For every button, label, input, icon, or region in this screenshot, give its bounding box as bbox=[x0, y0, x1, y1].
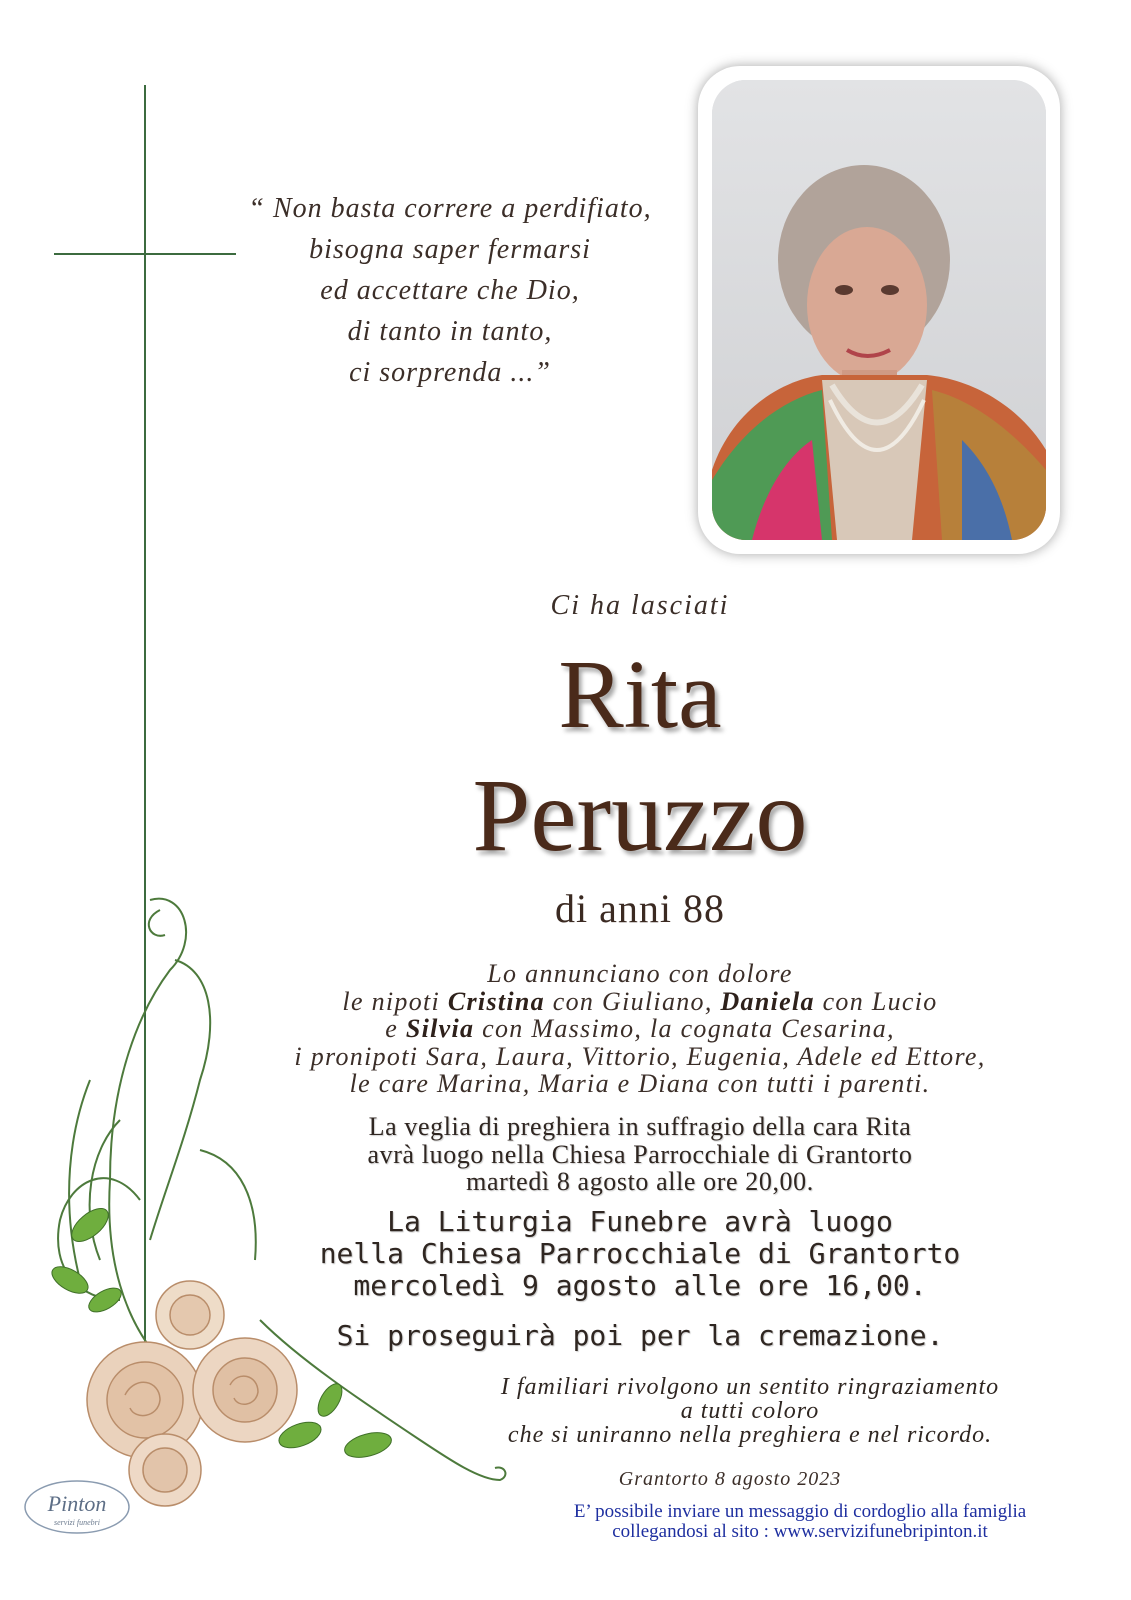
thanks-line: I familiari rivolgono un sentito ringraziamento bbox=[500, 1374, 1000, 1400]
text-run: con Lucio bbox=[814, 986, 938, 1016]
portrait-illustration bbox=[712, 80, 1046, 540]
logo-wordmark: Pinton bbox=[47, 1491, 107, 1516]
announcement-line: Lo annunciano con dolore bbox=[487, 959, 793, 988]
funeral-block bbox=[250, 1206, 1030, 1302]
name-emphasis: Daniela bbox=[720, 986, 815, 1016]
intro-text: Ci ha lasciati bbox=[550, 590, 730, 621]
pinton-logo bbox=[22, 1478, 132, 1536]
text-run: le nipoti bbox=[342, 986, 448, 1016]
vigil-line: La veglia di preghiera in suffragio della cara Rita bbox=[368, 1112, 912, 1141]
text-run: e bbox=[385, 1014, 406, 1043]
announcement-line: le care Marina, Maria e Diana con tutti i parenti. bbox=[349, 1069, 931, 1098]
quote-line: ed accettare che Dio, bbox=[320, 275, 580, 306]
cremation-text: Si proseguirà poi per la cremazione. bbox=[336, 1319, 944, 1352]
announcement-line: i pronipoti Sara, Laura, Vittorio, Eugenia, Adele ed Ettore, bbox=[294, 1041, 986, 1071]
date-place: Grantorto 8 agosto 2023 bbox=[618, 1468, 842, 1490]
thanks-line: a tutti coloro bbox=[680, 1398, 820, 1424]
vigil-line: avrà luogo nella Chiesa Parrocchiale di Grantorto bbox=[367, 1139, 913, 1169]
text-run: con Massimo, la cognata Cesarina, bbox=[474, 1014, 895, 1043]
thanks-line: che si uniranno nella preghiera e nel ricordo. bbox=[507, 1422, 993, 1448]
text-run: con Giuliano, bbox=[544, 986, 721, 1016]
funeral-line: mercoledì 9 agosto alle ore 16,00. bbox=[353, 1269, 927, 1302]
quote-line: di tanto in tanto, bbox=[347, 316, 553, 347]
last-name: Peruzzo bbox=[472, 758, 808, 873]
vigil-block bbox=[260, 1113, 1020, 1196]
website-link[interactable]: collegandosi al sito : www.servizifunebripinton.it bbox=[612, 1521, 988, 1542]
thanks-block bbox=[440, 1375, 1060, 1447]
website-notice bbox=[500, 1502, 1100, 1542]
name-emphasis: Silvia bbox=[405, 1014, 475, 1043]
announcement-block bbox=[230, 960, 1050, 1098]
announcement-line bbox=[230, 988, 1050, 1016]
announcement-line bbox=[230, 1015, 1050, 1043]
portrait-photo bbox=[712, 80, 1046, 540]
funeral-line: nella Chiesa Parrocchiale di Grantorto bbox=[319, 1237, 961, 1270]
funeral-line: La Liturgia Funebre avrà luogo bbox=[387, 1205, 893, 1238]
first-name: Rita bbox=[558, 641, 722, 749]
quote-block bbox=[220, 188, 680, 393]
quote-line: “ Non basta correre a perdifiato, bbox=[248, 193, 652, 224]
name-emphasis: Cristina bbox=[447, 986, 545, 1016]
website-line: E’ possibile inviare un messaggio di cordoglio alla famiglia bbox=[573, 1501, 1027, 1522]
age-text: di anni 88 bbox=[555, 886, 725, 931]
logo-tagline: servizi funebri bbox=[54, 1518, 100, 1527]
quote-line: ci sorprenda ...” bbox=[349, 357, 551, 388]
vigil-line: martedì 8 agosto alle ore 20,00. bbox=[466, 1167, 814, 1196]
quote-line: bisogna saper fermarsi bbox=[309, 234, 591, 265]
cross-horizontal-bar bbox=[54, 253, 236, 255]
